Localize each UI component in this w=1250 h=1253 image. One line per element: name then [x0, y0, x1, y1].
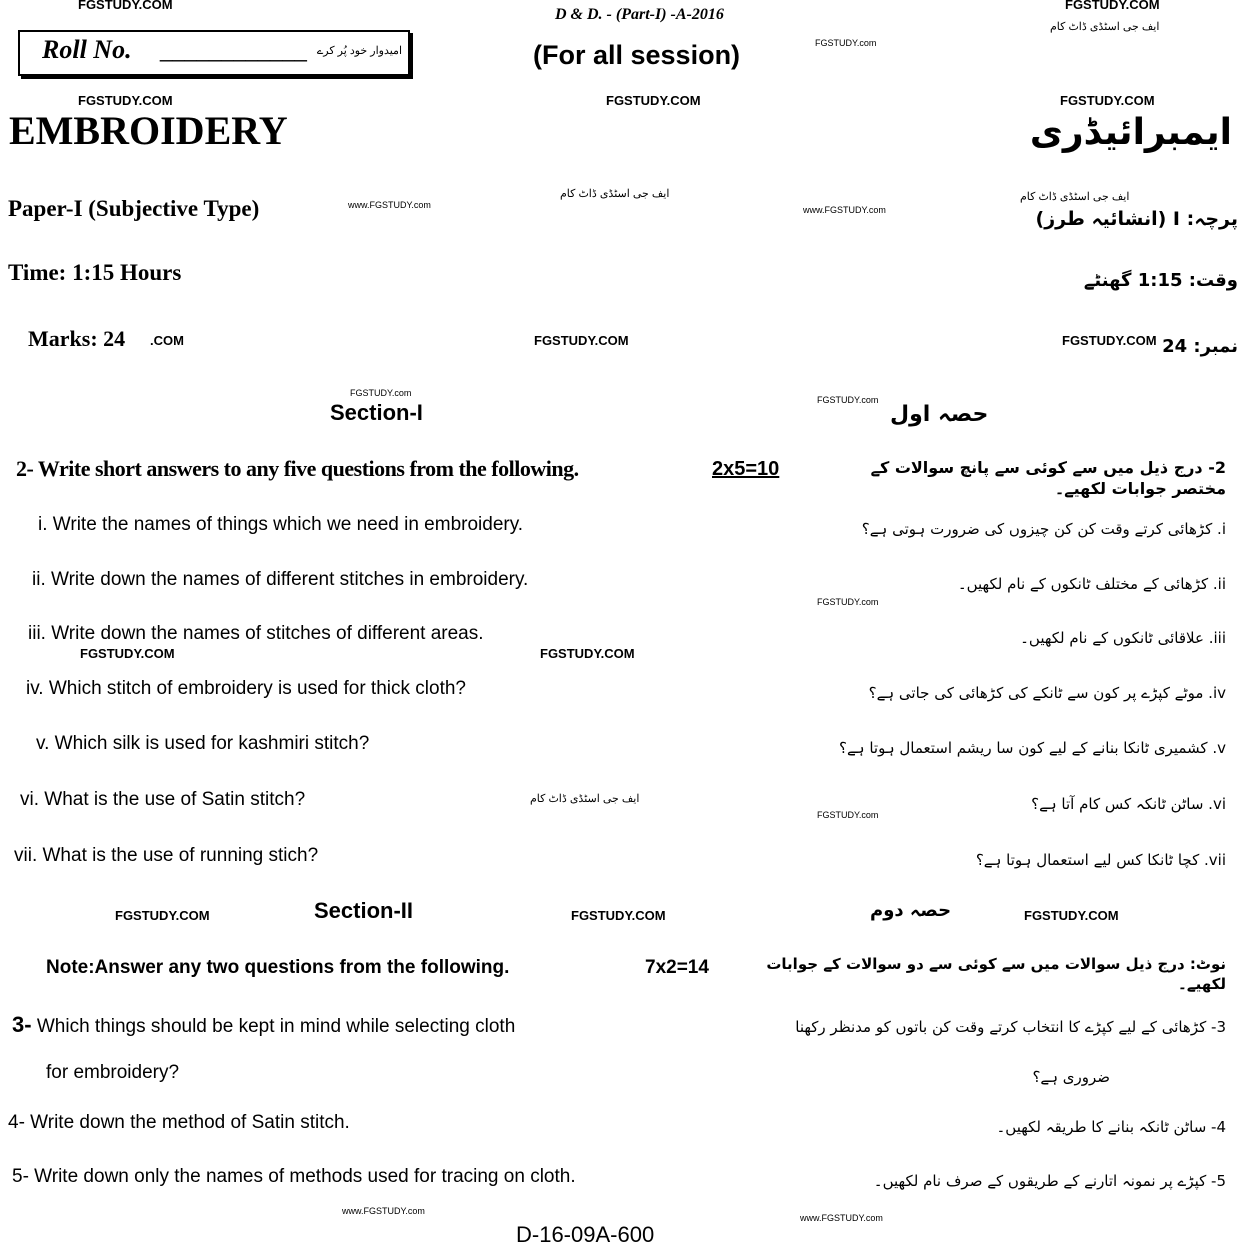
short-question-en: vi. What is the use of Satin stitch?: [20, 789, 306, 810]
roll-number-box: [18, 30, 410, 76]
watermark-urdu: ایف جی اسٹڈی ڈاٹ کام: [530, 793, 640, 805]
watermark: FGSTUDY.COM: [1065, 0, 1160, 12]
watermark: FGSTUDY.COM: [115, 908, 210, 923]
short-question-en: iv. Which stitch of embroidery is used for thick cloth?: [26, 678, 466, 699]
subject-title-urdu: ایمبرائیڈری: [1029, 112, 1232, 153]
watermark: FGSTUDY.COM: [606, 93, 701, 108]
question-4-urdu: 4- ساٹن ٹانکہ بنانے کا طریقہ لکھیں۔: [996, 1118, 1226, 1136]
session-label: (For all session): [533, 40, 741, 70]
watermark: .COM: [150, 333, 184, 348]
section-2-heading-urdu: حصہ دوم: [870, 900, 952, 921]
paper-footer-code: D-16-09A-600: [516, 1222, 655, 1247]
watermark-urdu: ایف جی اسٹڈی ڈاٹ کام: [1050, 21, 1160, 33]
watermark: FGSTUDY.com: [817, 597, 879, 607]
question-3-line2: for embroidery?: [46, 1062, 180, 1083]
watermark: FGSTUDY.COM: [540, 646, 635, 661]
watermark: www.FGSTUDY.com: [348, 200, 431, 210]
short-question-ur: vi. ساٹن ٹانکہ کس کام آتا ہے؟: [1031, 795, 1226, 813]
short-question-en: i. Write the names of things which we need in embroidery.: [38, 514, 524, 535]
short-question-ur: v. کشمیری ٹانکا بنانے کے لیے کون سا ریشم استعمال ہوتا ہے؟: [839, 739, 1226, 757]
question-3-urdu: 3- کڑھائی کے لیے کپڑے کا انتخاب کرتے وقت کن باتوں کو مدنظر رکھنا: [795, 1018, 1226, 1036]
section-2-marks: 7x2=14: [645, 957, 709, 978]
question-2: 2- Write short answers to any five questions from the following.: [16, 456, 579, 481]
watermark: FGSTUDY.COM: [80, 646, 175, 661]
section-1-heading: Section-I: [330, 400, 423, 425]
question-2-urdu: 2- درج ذیل میں سے کوئی سے پانچ سوالات کے مختصر جوابات لکھیے۔: [870, 458, 1226, 498]
subject-title: EMBROIDERY: [9, 108, 288, 153]
watermark: FGSTUDY.com: [350, 388, 412, 398]
watermark: FGSTUDY.COM: [1060, 93, 1155, 108]
question-3-urdu-line2: ضروری ہے؟: [1032, 1068, 1110, 1086]
short-question-ur: iii. علاقائی ٹانکوں کے نام لکھیں۔: [1020, 629, 1226, 647]
time-urdu: وقت: 1:15 گھنٹے: [1083, 270, 1238, 291]
short-question-ur: ii. کڑھائی کے مختلف ٹانکوں کے نام لکھیں۔: [957, 575, 1226, 593]
section-1-heading-urdu: حصہ اول: [890, 402, 989, 427]
section-2-note: Note:Answer any two questions from the following.: [46, 957, 510, 978]
short-question-en: ii. Write down the names of different stitches in embroidery.: [32, 569, 529, 590]
question-5-urdu: 5- کپڑے پر نمونہ اتارنے کے طریقوں کے صرف نام لکھیں۔: [873, 1172, 1226, 1190]
marks: Marks: 24: [28, 326, 126, 351]
watermark: FGSTUDY.COM: [1024, 908, 1119, 923]
roll-input[interactable]: ____________: [160, 37, 307, 62]
roll-label: Roll No.: [42, 35, 132, 64]
watermark: www.FGSTUDY.com: [800, 1213, 883, 1223]
section-2-heading: Section-II: [314, 898, 414, 923]
question-4: 4- Write down the method of Satin stitch.: [8, 1112, 350, 1133]
marks-urdu: نمبر: 24: [1162, 336, 1238, 357]
watermark-urdu: ایف جی اسٹڈی ڈاٹ کام: [560, 188, 670, 200]
watermark: FGSTUDY.COM: [78, 0, 173, 12]
paper-code: D & D. - (Part-I) -A-2016: [555, 6, 724, 23]
paper-type-urdu: پرچہ: I (انشائیہ طرز): [1035, 208, 1238, 230]
watermark: FGSTUDY.com: [817, 810, 879, 820]
watermark: FGSTUDY.COM: [78, 93, 173, 108]
section-2-note-urdu: نوٹ: درج ذیل سوالات میں سے کوئی سے دو سوالات کے جوابات لکھیے۔: [766, 955, 1226, 993]
watermark: www.FGSTUDY.com: [803, 205, 886, 215]
short-question-en: iii. Write down the names of stitches of different areas.: [28, 623, 484, 644]
paper-type: Paper-I (Subjective Type): [8, 196, 260, 221]
question-3: 3- Which things should be kept in mind while selecting cloth: [12, 1012, 516, 1037]
short-question-en: v. Which silk is used for kashmiri stitch?: [36, 733, 370, 754]
watermark: www.FGSTUDY.com: [342, 1206, 425, 1216]
question-5: 5- Write down only the names of methods used for tracing on cloth.: [12, 1166, 576, 1187]
watermark: FGSTUDY.com: [817, 395, 879, 405]
watermark-urdu: ایف جی اسٹڈی ڈاٹ کام: [1020, 191, 1130, 203]
watermark: FGSTUDY.COM: [1062, 333, 1157, 348]
watermark: FGSTUDY.com: [815, 38, 877, 48]
roll-urdu: امیدوار خود پُر کرے: [316, 45, 402, 57]
short-question-ur: i. کڑھائی کرتے وقت کن کن چیزوں کی ضرورت ہوتی ہے؟: [861, 520, 1226, 538]
short-question-en: vii. What is the use of running stich?: [14, 845, 319, 866]
short-question-ur: vii. کچا ٹانکا کس لیے استعمال ہوتا ہے؟: [975, 851, 1226, 869]
time: Time: 1:15 Hours: [8, 260, 182, 285]
question-3-text: Which things should be kept in mind while selecting cloth: [36, 1016, 516, 1037]
question-2-marks: 2x5=10: [712, 458, 780, 480]
watermark: FGSTUDY.COM: [571, 908, 666, 923]
watermark: FGSTUDY.COM: [534, 333, 629, 348]
short-question-ur: iv. موٹے کپڑے پر کون سے ٹانکے کی کڑھائی کی جاتی ہے؟: [868, 684, 1226, 702]
